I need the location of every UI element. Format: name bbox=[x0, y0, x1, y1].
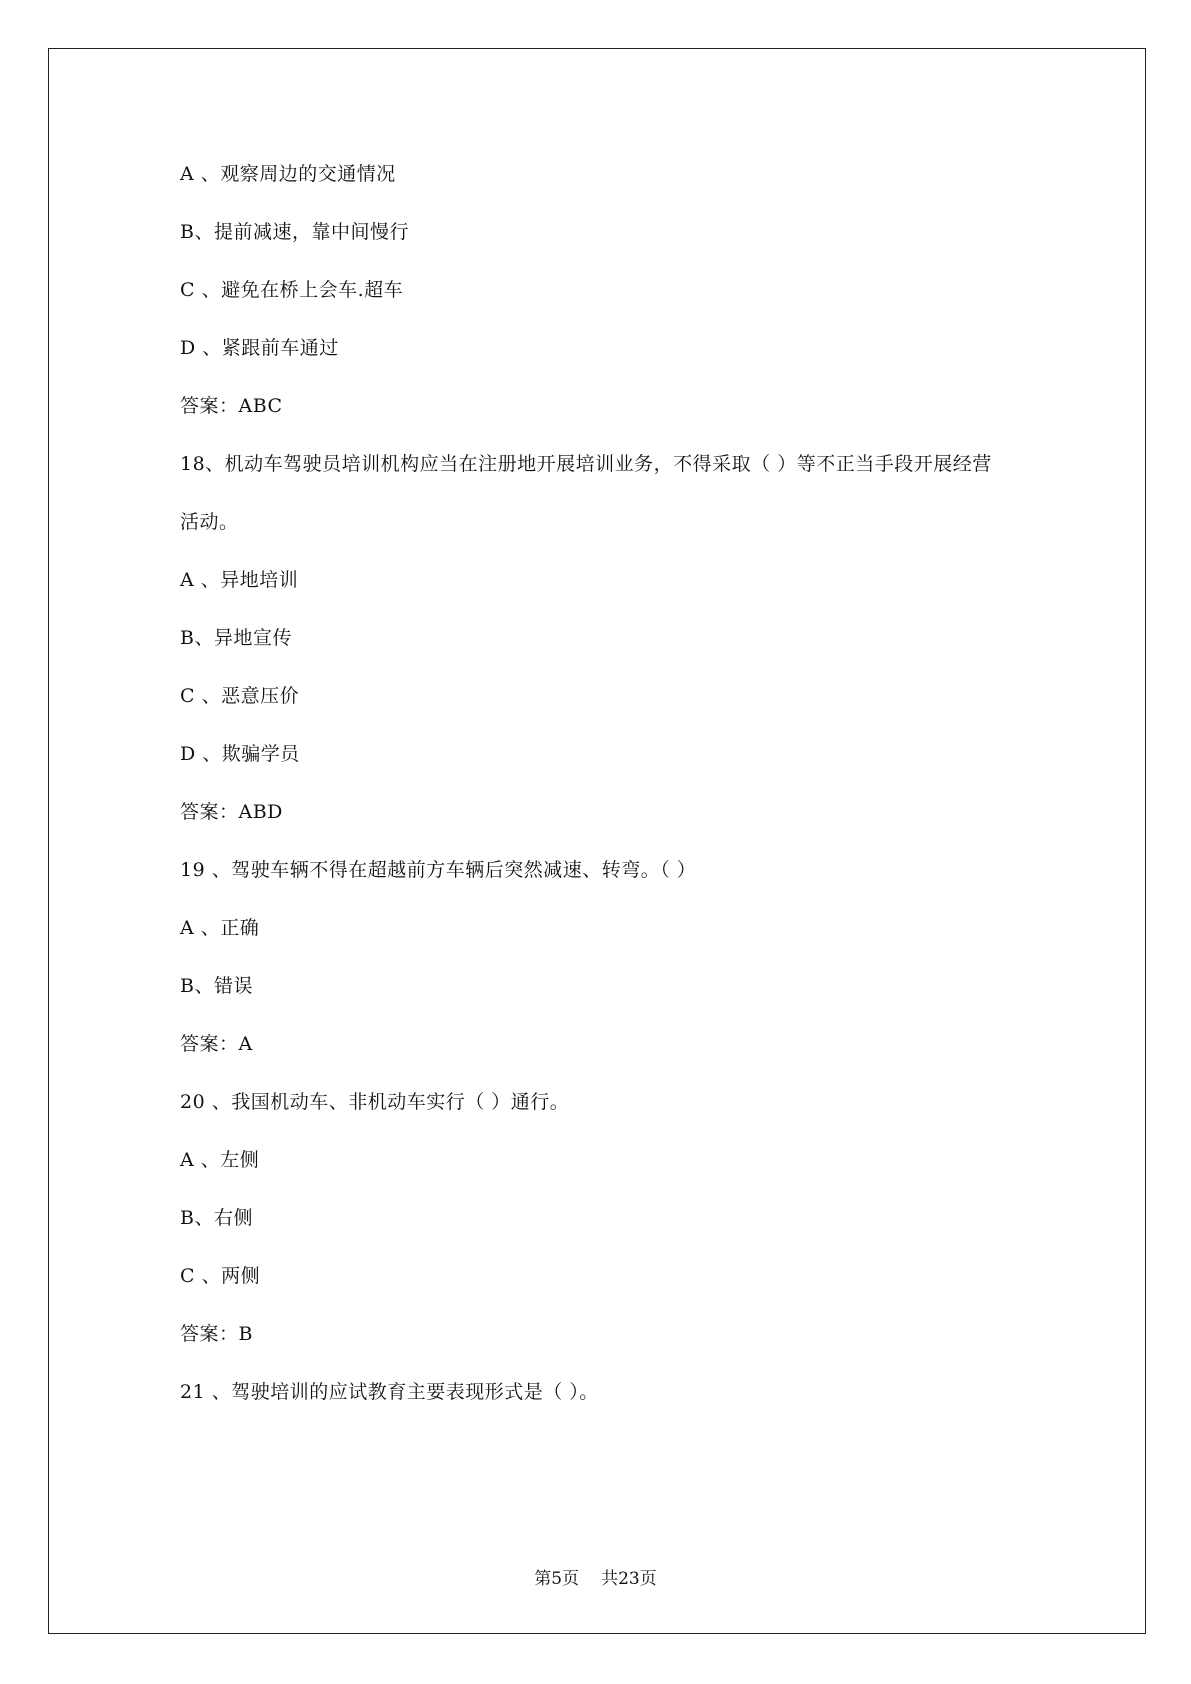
option-a-q18: A 、异地培训 bbox=[180, 569, 299, 591]
question-20: 20 、我国机动车、非机动车实行（ ）通行。 bbox=[180, 1091, 570, 1113]
option-c-avoid-overtake: C 、避免在桥上会车.超车 bbox=[180, 279, 404, 301]
question-21: 21 、驾驶培训的应试教育主要表现形式是（ ）。 bbox=[180, 1381, 599, 1403]
question-18: 18、机动车驾驶员培训机构应当在注册地开展培训业务，不得采取（ ）等不正当手段开展经营 bbox=[180, 453, 992, 475]
option-b-q18: B、异地宣传 bbox=[180, 627, 292, 649]
current-page-number: 第5页 bbox=[534, 1569, 580, 1589]
option-a-q19: A 、正确 bbox=[180, 917, 260, 939]
option-a-observe-traffic: A 、观察周边的交通情况 bbox=[180, 163, 396, 185]
answer-18: 答案：ABD bbox=[180, 801, 283, 823]
total-page-count: 共23页 bbox=[601, 1569, 657, 1589]
option-d-q18: D 、欺骗学员 bbox=[180, 743, 300, 765]
question-18-continued: 活动。 bbox=[180, 511, 239, 533]
page-footer bbox=[0, 1568, 1191, 1590]
option-d-follow-close: D 、紧跟前车通过 bbox=[180, 337, 339, 359]
answer-20: 答案：B bbox=[180, 1323, 253, 1345]
option-b-q19: B、错误 bbox=[180, 975, 253, 997]
option-c-q20: C 、两侧 bbox=[180, 1265, 261, 1287]
question-19: 19 、驾驶车辆不得在超越前方车辆后突然减速、转弯。（ ） bbox=[180, 859, 697, 881]
answer-17: 答案：ABC bbox=[180, 395, 283, 417]
option-b-q20: B、右侧 bbox=[180, 1207, 253, 1229]
option-b-slow-down: B、提前减速，靠中间慢行 bbox=[180, 221, 409, 243]
answer-19: 答案：A bbox=[180, 1033, 253, 1055]
option-c-q18: C 、恶意压价 bbox=[180, 685, 300, 707]
option-a-q20: A 、左侧 bbox=[180, 1149, 260, 1171]
